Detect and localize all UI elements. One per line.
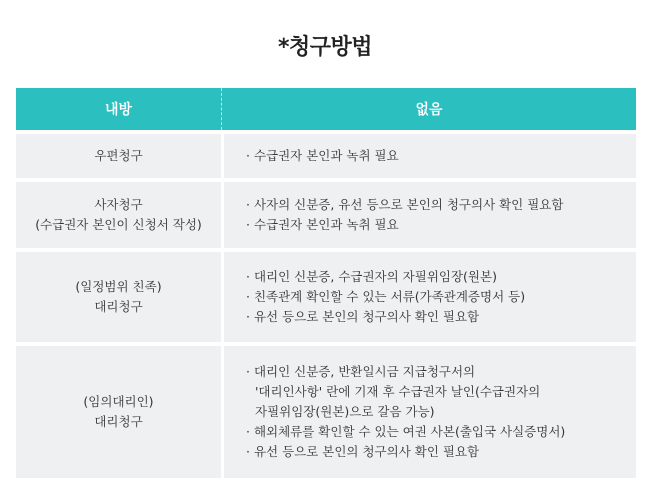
documents-cell	[224, 134, 636, 178]
method-label: 대리청구	[94, 299, 143, 314]
document-item: · 대리인 신분증, 수급권자의 자필위임장(원본)	[246, 269, 497, 284]
document-item: · 친족관계 확인할 수 있는 서류(가족관계증명서 등)	[246, 289, 526, 304]
method-cell	[16, 252, 224, 342]
method-note: (수급권자 본인이 신청서 작성)	[35, 217, 202, 232]
table-row	[16, 130, 636, 178]
document-item-continuation: '대리인사항' 란에 기재 후 수급권자 날인(수급권자의	[255, 384, 541, 399]
document-item: · 대리인 신분증, 반환일시금 지급청구서의	[246, 364, 476, 379]
method-cell	[16, 182, 224, 248]
table-row	[16, 178, 636, 248]
method-cell	[16, 346, 224, 478]
documents-cell	[224, 182, 636, 248]
document-item: · 해외체류를 확인할 수 있는 여권 사본(출입국 사실증명서)	[246, 424, 566, 439]
method-note: (임의대리인)	[83, 394, 154, 409]
method-note: (일정범위 친족)	[75, 279, 162, 294]
table-row	[16, 342, 636, 478]
document-item-continuation: 자필위임장(원본)으로 갈음 가능)	[255, 404, 435, 419]
claim-method-table	[16, 88, 636, 478]
header-method: 내방	[16, 88, 222, 130]
method-label: 대리청구	[94, 414, 143, 429]
table-header	[16, 88, 636, 130]
document-item: · 유선 등으로 본인의 청구의사 확인 필요함	[246, 444, 480, 459]
document-item: · 수급권자 본인과 녹취 필요	[246, 217, 399, 232]
method-label: 사자청구	[94, 197, 143, 212]
document-item: · 수급권자 본인과 녹취 필요	[246, 148, 399, 163]
method-label: 우편청구	[94, 148, 143, 163]
documents-cell	[224, 252, 636, 342]
document-item: · 유선 등으로 본인의 청구의사 확인 필요함	[246, 309, 480, 324]
method-cell	[16, 134, 224, 178]
documents-cell	[224, 346, 636, 478]
table-row	[16, 248, 636, 342]
header-documents: 없음	[415, 102, 443, 118]
document-item: · 사자의 신분증, 유선 등으로 본인의 청구의사 확인 필요함	[246, 197, 564, 212]
page-title: *청구방법	[277, 35, 372, 60]
